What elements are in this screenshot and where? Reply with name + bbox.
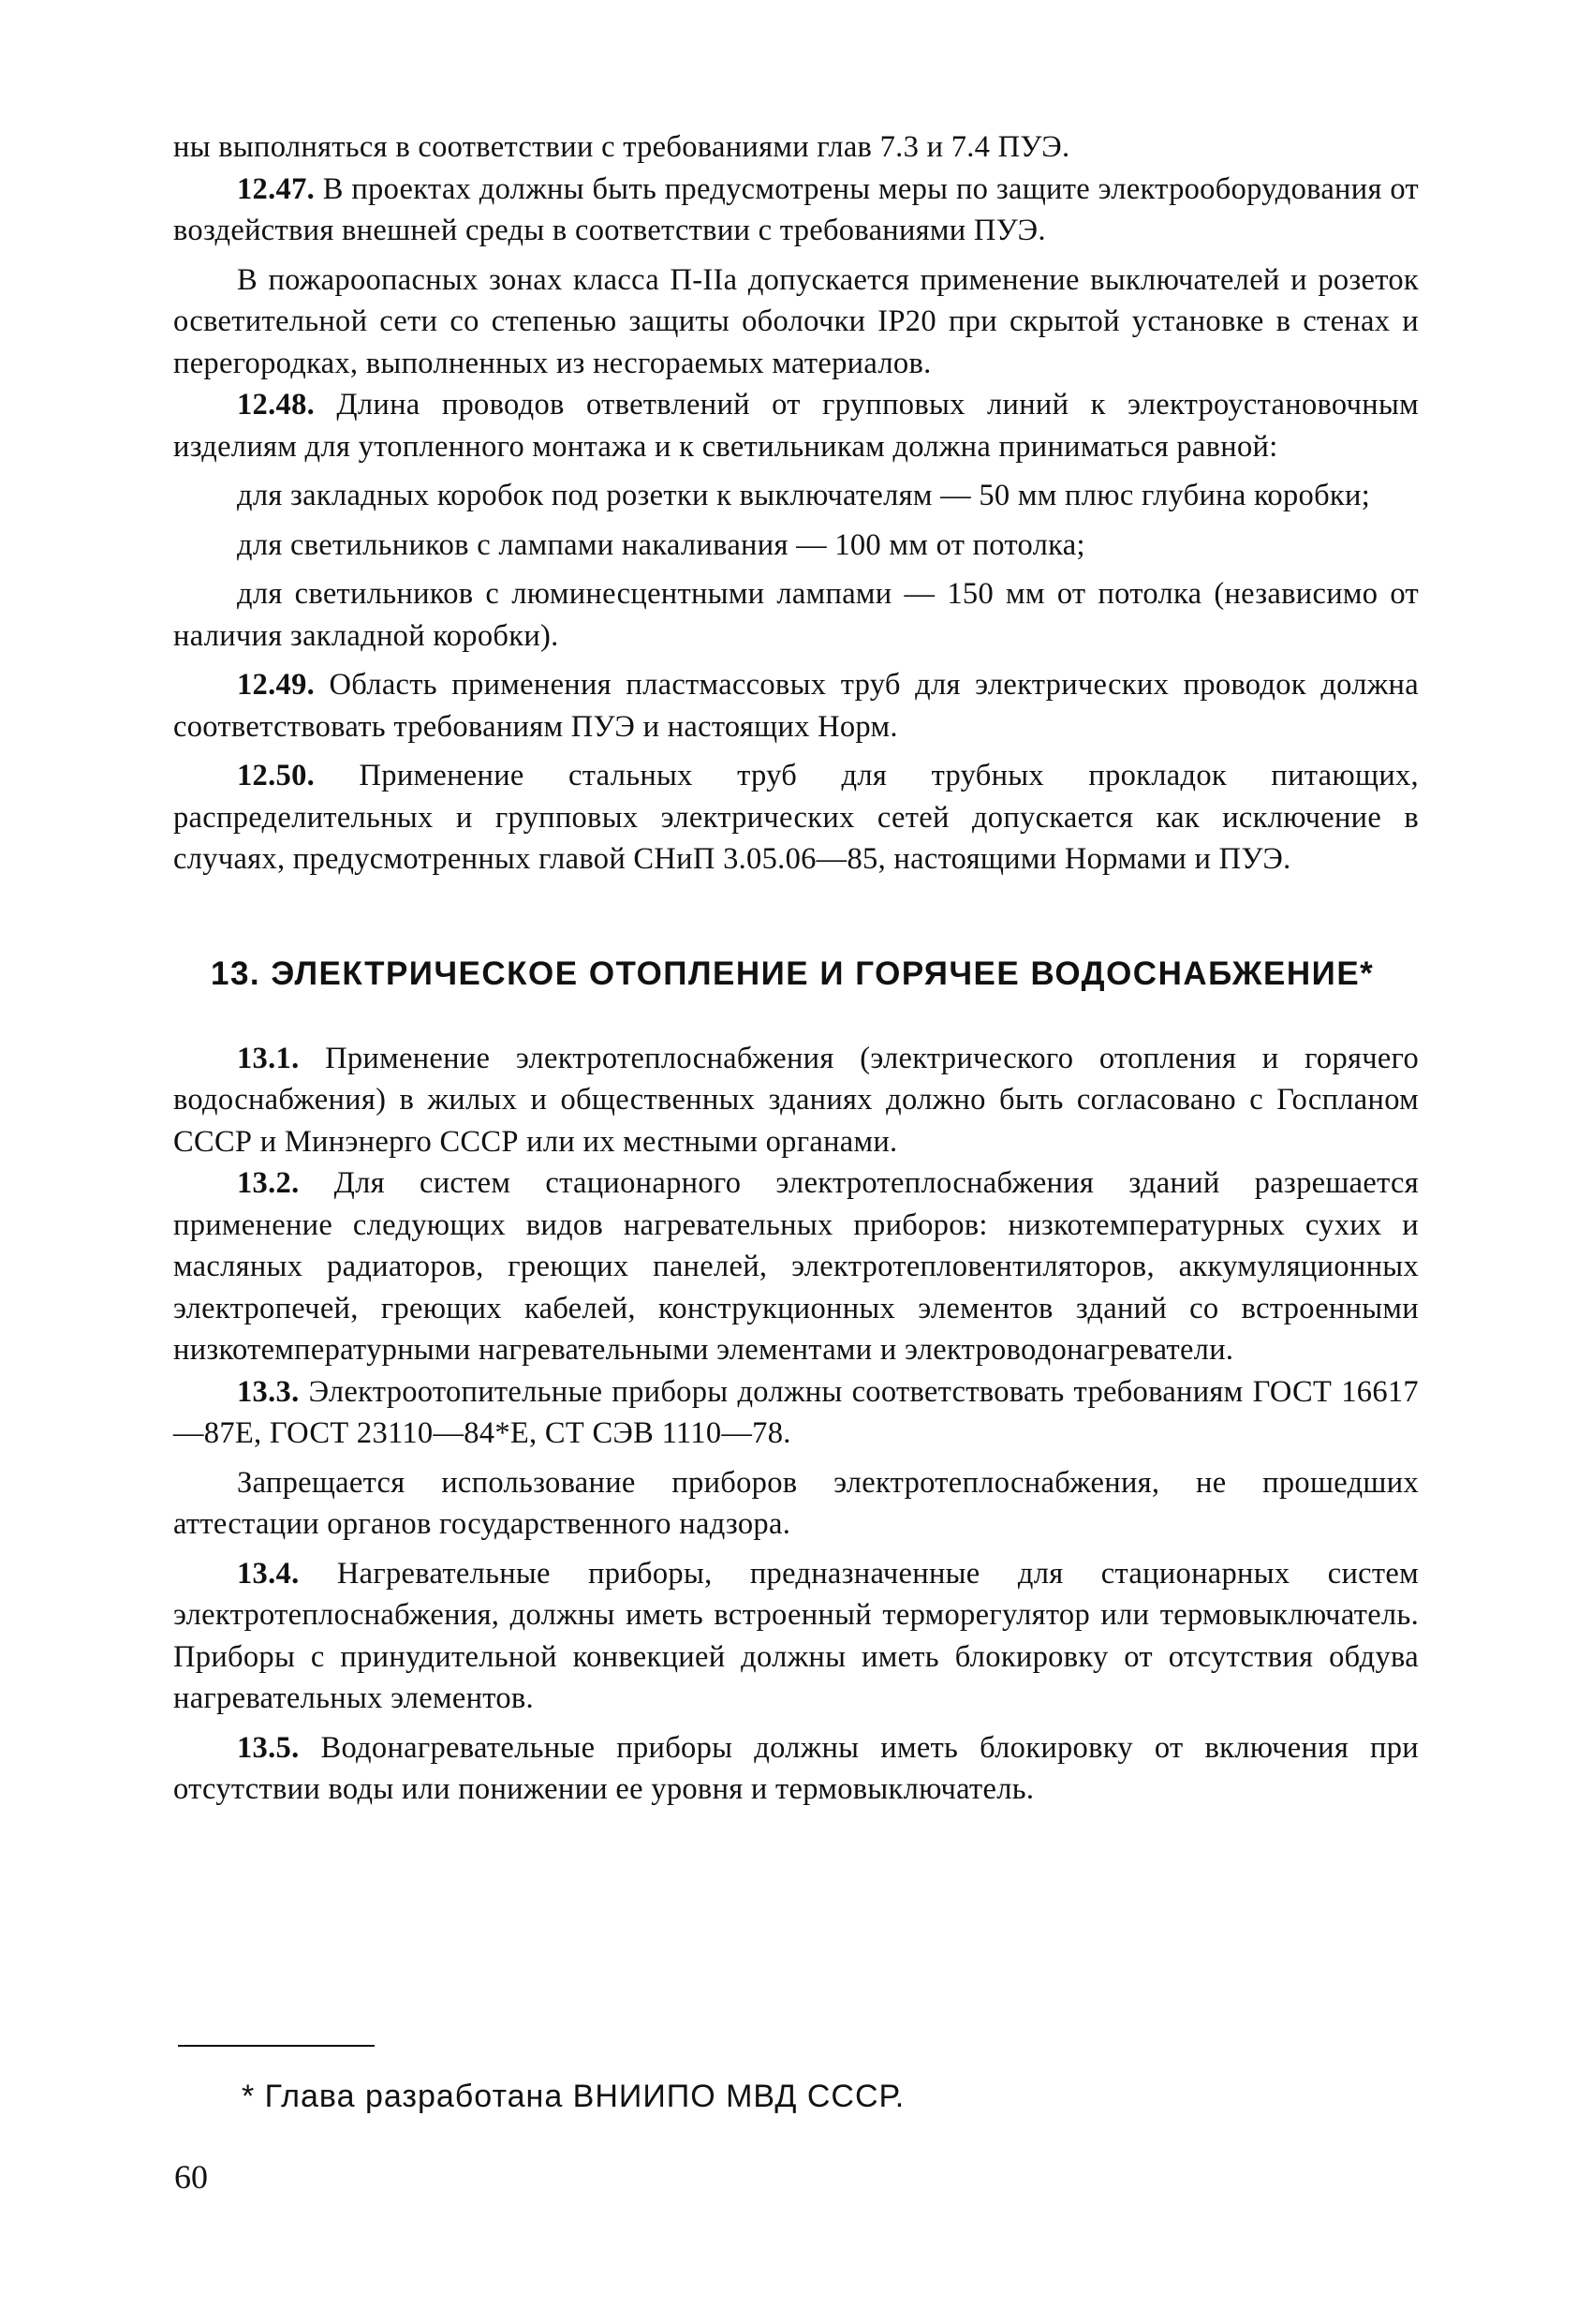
clause-number: 13.1.: [237, 1041, 300, 1075]
clause-number: 13.5.: [237, 1730, 300, 1765]
paragraph-13-5: [173, 1727, 1419, 1811]
paragraph-13-4: [173, 1553, 1419, 1720]
paragraph-12-48: [173, 384, 1419, 467]
clause-text: В проектах должны быть предусмотрены меры по защите электрооборудования от воздействия внешней среды в соответствии с требованиями ПУЭ.: [173, 171, 1419, 247]
list-item: для закладных коробок под розетки к выключателям — 50 мм плюс глубина коробки;: [237, 479, 1371, 512]
paragraph-12-49: [173, 664, 1419, 748]
paragraph-fire-zone: В пожароопасных зонах класса П-IIа допускается применение выключателей и розеток осветительной сети со степенью защиты оболочки IP20 при скрытой установке в стенах и перегородках, выполненных из несгораемых материалов.: [173, 262, 1419, 380]
clause-text: Для систем стационарного электротеплоснабжения зданий разрешается применение следующих видов нагревательных приборов: низкотемпературных сухих и масляных радиаторов, греющих панелей, электротепловентиляторов, аккумуляционных электропечей, греющих кабелей, конструкционных элементов зданий со встроенными низкотемпературными нагревательными элементами и электроводонагреватели.: [173, 1166, 1419, 1367]
clause-number: 12.48.: [237, 388, 316, 422]
clause-number: 13.2.: [237, 1166, 300, 1200]
clause-text: Водонагревательные приборы должны иметь блокировку от включения при отсутствии воды или понижении ее уровня и термовыключатель.: [173, 1730, 1419, 1806]
clause-number: 13.4.: [237, 1556, 300, 1591]
clause-number: 12.50.: [237, 759, 316, 792]
list-item: для светильников с лампами накаливания — 100 мм от потолка;: [237, 527, 1085, 562]
page-number: 60: [174, 2158, 208, 2196]
clause-number: 13.3.: [237, 1374, 300, 1409]
paragraph-prohibition: Запрещается использование приборов электротеплоснабжения, не прошедших аттестации органов государственного надзора.: [173, 1465, 1419, 1541]
footnote-divider: [178, 2045, 375, 2047]
list-item: для светильников с люминесцентными лампами — 150 мм от потолка (независимо от наличия закладной коробки).: [173, 577, 1419, 653]
page-body: [173, 126, 1419, 1811]
clause-number: 12.47.: [237, 171, 316, 206]
section-heading: 13. ЭЛЕКТРИЧЕСКОЕ ОТОПЛЕНИЕ И ГОРЯЧЕЕ ВОДОСНАБЖЕНИЕ*: [211, 955, 1375, 992]
clause-text: Применение электротеплоснабжения (электрического отопления и горячего водоснабжения) в жилых и общественных зданиях должно быть согласовано с Госпланом СССР и Минэнерго СССР или их местными органами.: [173, 1041, 1419, 1159]
clause-text: Нагревательные приборы, предназначенные для стационарных систем электротеплоснабжения, должны иметь встроенный терморегулятор или термовыключатель. Приборы с принудительной конвекцией должны иметь блокировку от отсутствия обдува нагревательных элементов.: [173, 1556, 1419, 1715]
clause-text: Применение стальных труб для трубных прокладок питающих, распределительных и групповых электрических сетей допускается как исключение в случаях, предусмотренных главой СНиП 3.05.06—85, настоящими Нормами и ПУЭ.: [173, 759, 1419, 876]
footnote: * Глава разработана ВНИИПО МВД СССР.: [242, 2079, 906, 2114]
paragraph-12-50: [173, 755, 1419, 881]
paragraph-13-2: [173, 1162, 1419, 1371]
clause-text: Длина проводов ответвлений от групповых линий к электроустановочным изделиям для утопленного монтажа и к светильникам должна приниматься равной:: [173, 388, 1419, 464]
paragraph-13-3: [173, 1371, 1419, 1455]
paragraph-12-47: [173, 169, 1419, 252]
paragraph-13-1: [173, 1038, 1419, 1163]
clause-number: 12.49.: [237, 668, 316, 702]
paragraph-continuation: ны выполняться в соответствии с требованиями глав 7.3 и 7.4 ПУЭ.: [173, 130, 1070, 164]
clause-text: Область применения пластмассовых труб для электрических проводок должна соответствовать требованиям ПУЭ и настоящих Норм.: [173, 668, 1419, 744]
clause-text: Электроотопительные приборы должны соответствовать требованиям ГОСТ 16617—87Е, ГОСТ 23110—84*Е, СТ СЭВ 1110—78.: [173, 1374, 1419, 1450]
